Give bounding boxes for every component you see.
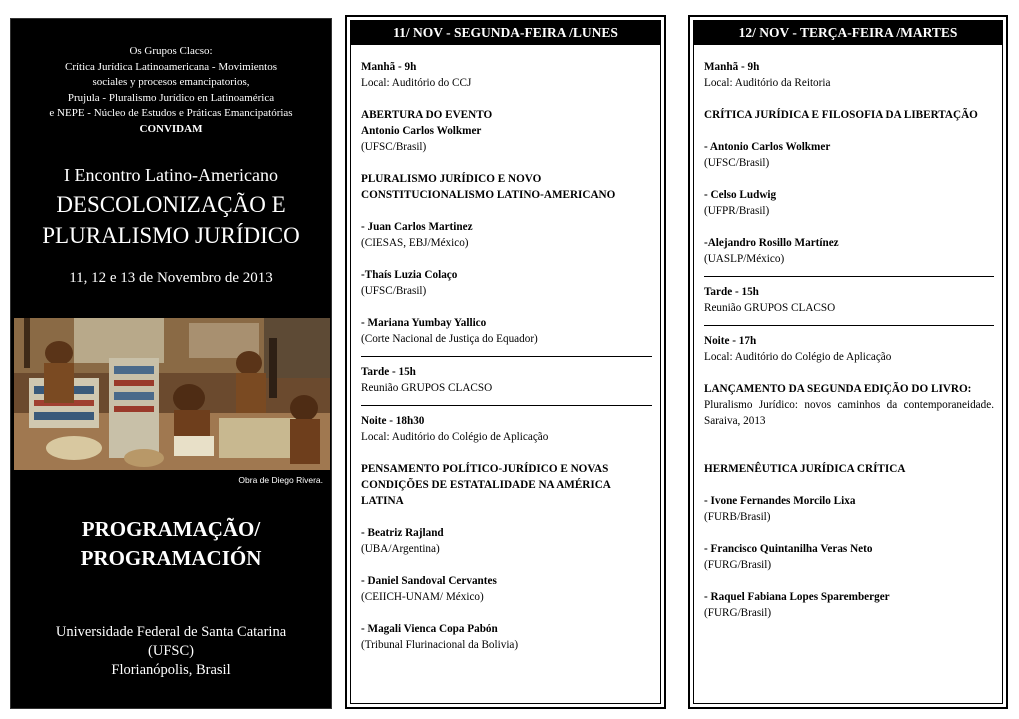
- program-heading-line-1: PROGRAMAÇÃO/: [81, 517, 261, 541]
- artwork-credit: Obra de Diego Rivera.: [238, 475, 323, 485]
- divider-line: [704, 267, 994, 277]
- day2-panel: [688, 15, 1008, 709]
- schedule-heading: - Juan Carlos Martinez: [361, 221, 473, 233]
- organizers-block: [21, 44, 321, 137]
- schedule-heading: Noite - 17h: [704, 335, 757, 347]
- spacer: [704, 525, 994, 541]
- spacer: [361, 299, 652, 315]
- schedule-text: (Corte Nacional de Justiça do Equador): [361, 333, 538, 345]
- schedule-heading: - Francisco Quintanilha Veras Neto: [704, 543, 873, 555]
- schedule-heading: CONSTITUCIONALISMO LATINO-AMERICANO: [361, 189, 616, 201]
- invite-text: CONVIDAM: [139, 122, 203, 135]
- schedule-text: (Tribunal Flurinacional da Bolivia): [361, 639, 519, 651]
- schedule-heading: LATINA: [361, 495, 404, 507]
- divider-line: [361, 347, 652, 357]
- spacer: [361, 203, 652, 219]
- schedule-heading: Antonio Carlos Wolkmer: [361, 125, 482, 137]
- schedule-heading: -Thaís Luzia Colaço: [361, 269, 458, 281]
- schedule-heading: LANÇAMENTO DA SEGUNDA EDIÇÃO DO LIVRO:: [704, 383, 972, 395]
- spacer: [704, 573, 994, 589]
- spacer: [361, 251, 652, 267]
- schedule-heading: - Celso Ludwig: [704, 189, 777, 201]
- university-name: Universidade Federal de Santa Catarina: [55, 624, 287, 640]
- schedule-heading: - Antonio Carlos Wolkmer: [704, 141, 831, 153]
- mural-painting: [14, 318, 330, 470]
- spacer: [704, 123, 994, 139]
- schedule-heading: - Magali Vienca Copa Pabón: [361, 623, 498, 635]
- schedule-text: Local: Auditório do CCJ: [361, 77, 472, 89]
- day2-panel-frame: [693, 20, 1003, 704]
- schedule-text: Local: Auditório do Colégio de Aplicação: [704, 351, 892, 363]
- schedule-heading: - Mariana Yumbay Yallico: [361, 317, 487, 329]
- schedule-text: (CIESAS, EBJ/México): [361, 237, 469, 249]
- spacer: [704, 171, 994, 187]
- schedule-heading: HERMENÊUTICA JURÍDICA CRÍTICA: [704, 463, 906, 475]
- schedule-text: Local: Auditório do Colégio de Aplicação: [361, 431, 549, 443]
- schedule-text: Pluralismo Jurídico: novos caminhos da contemporaneidade. Saraiva, 2013: [704, 399, 994, 427]
- spacer: [704, 445, 994, 461]
- spacer: [704, 219, 994, 235]
- schedule-heading: Tarde - 15h: [361, 366, 416, 378]
- schedule-heading: - Raquel Fabiana Lopes Sparemberger: [704, 591, 890, 603]
- day2-header: 12/ NOV - TERÇA-FEIRA /MARTES: [694, 21, 1002, 45]
- university-acronym: (UFSC): [148, 643, 194, 659]
- schedule-text: (FURB/Brasil): [704, 511, 771, 523]
- schedule-text: (FURG/Brasil): [704, 559, 772, 571]
- spacer: [361, 91, 652, 107]
- event-dates: 11, 12 e 13 de Novembro de 2013: [69, 270, 273, 286]
- schedule-heading: Manhã - 9h: [361, 61, 417, 73]
- event-subtitle: I Encontro Latino-Americano: [64, 165, 278, 185]
- cover-panel: [10, 18, 332, 709]
- schedule-heading: Noite - 18h30: [361, 415, 425, 427]
- schedule-heading: PENSAMENTO POLÍTICO-JURÍDICO E NOVAS: [361, 463, 609, 475]
- event-title: [11, 189, 331, 251]
- spacer: [361, 155, 652, 171]
- university-block: [11, 623, 331, 680]
- schedule-text: Local: Auditório da Reitoria: [704, 77, 831, 89]
- day1-panel: [345, 15, 666, 709]
- day2-schedule: [694, 45, 1002, 621]
- day1-panel-frame: [350, 20, 661, 704]
- schedule-heading: Manhã - 9h: [704, 61, 760, 73]
- divider-line: [361, 396, 652, 406]
- organizer-line: Crítica Jurídica Latinoamericana - Movimientos: [65, 60, 277, 73]
- organizer-line: e NEPE - Núcleo de Estudos e Práticas Emancipatórias: [49, 107, 293, 119]
- schedule-heading: - Ivone Fernandes Morcilo Lixa: [704, 495, 856, 507]
- spacer: [361, 605, 652, 621]
- schedule-text: (UFSC/Brasil): [361, 285, 427, 297]
- organizer-line: Prujula - Pluralismo Jurídico en Latinoamérica: [67, 91, 275, 104]
- spacer: [361, 445, 652, 461]
- schedule-text: Reunião GRUPOS CLACSO: [361, 382, 493, 394]
- spacer: [704, 477, 994, 493]
- schedule-text: (UASLP/México): [704, 253, 785, 265]
- program-heading-line-2: PROGRAMACIÓN: [80, 546, 262, 570]
- schedule-text: (UBA/Argentina): [361, 543, 440, 555]
- event-title-line-2: PLURALISMO JURÍDICO: [42, 223, 300, 248]
- day1-header: 11/ NOV - SEGUNDA-FEIRA /LUNES: [351, 21, 660, 45]
- spacer: [704, 365, 994, 381]
- schedule-text: (CEIICH-UNAM/ México): [361, 591, 484, 603]
- schedule-heading: - Daniel Sandoval Cervantes: [361, 575, 497, 587]
- schedule-text: (UFSC/Brasil): [361, 141, 427, 153]
- spacer: [361, 509, 652, 525]
- schedule-heading: Tarde - 15h: [704, 286, 759, 298]
- city: Florianópolis, Brasil: [111, 662, 231, 678]
- schedule-heading: CONDIÇÕES DE ESTATALIDADE NA AMÉRICA: [361, 479, 611, 491]
- event-title-line-1: DESCOLONIZAÇÃO E: [56, 192, 286, 217]
- schedule-text: Reunião GRUPOS CLACSO: [704, 302, 836, 314]
- spacer: [704, 91, 994, 107]
- schedule-heading: CRÍTICA JURÍDICA E FILOSOFIA DA LIBERTAÇÃO: [704, 109, 978, 121]
- organizer-line: Os Grupos Clacso:: [129, 45, 213, 57]
- schedule-heading: - Beatriz Rajland: [361, 527, 444, 539]
- day1-schedule: [351, 45, 660, 653]
- spacer: [361, 557, 652, 573]
- schedule-text: (FURG/Brasil): [704, 607, 772, 619]
- program-heading: [11, 515, 331, 573]
- schedule-heading: PLURALISMO JURÍDICO E NOVO: [361, 173, 542, 185]
- spacer: [704, 429, 994, 445]
- schedule-heading: -Alejandro Rosillo Martínez: [704, 237, 839, 249]
- schedule-heading: ABERTURA DO EVENTO: [361, 109, 493, 121]
- organizer-line: sociales y procesos emancipatorios,: [92, 76, 250, 88]
- schedule-text: (UFPR/Brasil): [704, 205, 770, 217]
- schedule-text: (UFSC/Brasil): [704, 157, 770, 169]
- divider-line: [704, 316, 994, 326]
